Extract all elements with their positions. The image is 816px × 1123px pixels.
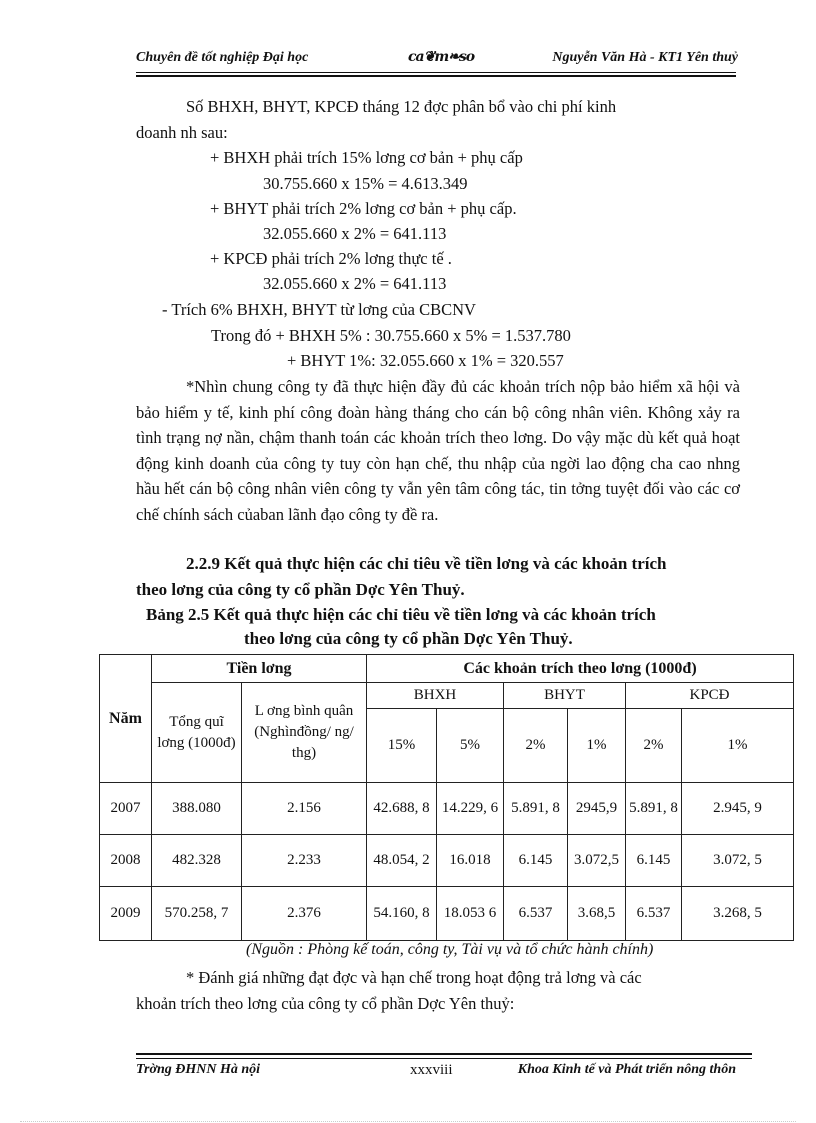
header-rate-kpcd-2: 2% [626,709,682,783]
cell: 5.891, 8 [504,783,568,835]
cell: 2.233 [242,835,367,887]
footer-right: Khoa Kinh tế và Phát triển nông thôn [517,1062,736,1077]
table-row-2009 [100,887,794,941]
header-year: Năm [100,655,152,783]
header-rate-bhyt-1: 1% [568,709,626,783]
footer-left: Trờng ĐHNN Hà nội [136,1062,261,1077]
header-kpcd: KPCĐ [626,683,794,709]
header-bhyt: BHYT [504,683,626,709]
header-rule-thick [136,75,736,77]
calc-bhxh-label: + BHXH phải trích 15% lơng cơ bản + phụ cấp [210,148,523,167]
cell: 570.258, 7 [152,887,242,941]
calc-bhxh-formula: 30.755.660 x 15% = 4.613.349 [263,174,468,193]
evaluation-line-2: khoản trích theo lơng của công ty cổ phần Dợc Yên thuỷ: [136,994,515,1013]
header-rate-kpcd-1: 1% [682,709,794,783]
salary-results-table [99,654,794,941]
intro-line-2: doanh nh sau: [136,123,228,142]
cell: 18.053 6 [437,887,504,941]
intro-line-1: Số BHXH, BHYT, KPCĐ tháng 12 đợc phân bổ vào chi phí kinh [186,97,617,116]
header-ornament-logo: ca❦m❧so [408,49,475,65]
cell: 6.537 [626,887,682,941]
cell: 3.072, 5 [682,835,794,887]
footer-rule-thick [136,1053,752,1055]
cell: 2945,9 [568,783,626,835]
cell: 6.145 [504,835,568,887]
cell: 2.945, 9 [682,783,794,835]
source-note: (Nguồn : Phòng kế toán, công ty, Tài vụ và tổ chức hành chính) [246,941,654,958]
cell: 42.688, 8 [367,783,437,835]
cell: 3.68,5 [568,887,626,941]
cell: 388.080 [152,783,242,835]
table-caption-line-1: Bảng 2.5 Kết quả thực hiện các chỉ tiêu về tiền lơng và các khoản trích [146,605,656,624]
header-bhxh: BHXH [367,683,504,709]
cell: 16.018 [437,835,504,887]
header-rule [136,72,736,73]
header-right: Nguyễn Văn Hà - KT1 Yên thuỷ [552,50,738,65]
cell: 3.268, 5 [682,887,794,941]
cell: 3.072,5 [568,835,626,887]
header-total-fund: Tổng quĩ lơng (1000đ) [152,683,242,783]
header-rate-bhxh-5: 5% [437,709,504,783]
header-left: Chuyên đề tốt nghiệp Đại học [136,50,309,65]
page-edge-divider [20,1121,796,1122]
header-salary-group: Tiền lơng [152,655,367,683]
evaluation-line-1: * Đánh giá những đạt đợc và hạn chế trong hoạt động trả lơng và các [186,968,642,987]
cell: 2.156 [242,783,367,835]
cell: 2007 [100,783,152,835]
calc-bhyt-label: + BHYT phải trích 2% lơng cơ bản + phụ cấp. [210,199,517,218]
summary-paragraph: *Nhìn chung công ty đã thực hiện đầy đủ các khoản trích nộp bảo hiểm xã hội và bảo hiểm y tế, kinh phí công đoàn hàng tháng cho cán bộ công nhân viên. Không xảy ra tình trạng nợ nần, chậm thanh toán các khoản trích theo lơng. Do vậy mặc dù kết quả hoạt động kinh doanh của công ty tuy còn hạn chế, thu nhập của ngời lao động cha cao nhng hầu hết cán bộ công nhân viên công ty vẫn yên tâm công tác, tin tởng tuyệt đối vào các cơ chế chính sách củaban lãnh đạo công ty đề ra. [136,377,740,524]
cell: 2.376 [242,887,367,941]
cell: 5.891, 8 [626,783,682,835]
calc-bhyt-formula: 32.055.660 x 2% = 641.113 [263,224,447,243]
table-row-2008 [100,835,794,887]
table-row-2007 [100,783,794,835]
calc-deduct-bhyt: + BHYT 1%: 32.055.660 x 1% = 320.557 [287,351,564,370]
cell: 14.229, 6 [437,783,504,835]
cell: 54.160, 8 [367,887,437,941]
header-rate-bhyt-2: 2% [504,709,568,783]
header-deductions-group: Các khoản trích theo lơng (1000đ) [367,655,794,683]
cell: 2009 [100,887,152,941]
cell: 6.145 [626,835,682,887]
cell: 6.537 [504,887,568,941]
header-rate-bhxh-15: 15% [367,709,437,783]
calc-deduct-label: - Trích 6% BHXH, BHYT từ lơng của CBCNV [162,300,476,319]
header-average-salary: L ơng bình quân (Nghìnđồng/ ng/ thg) [242,683,367,783]
section-heading-line-2: theo lơng của công ty cổ phần Dợc Yên Thuỷ. [136,580,465,599]
cell: 2008 [100,835,152,887]
footer-rule [136,1058,752,1059]
section-heading-line-1: 2.2.9 Kết quả thực hiện các chỉ tiêu về tiền lơng và các khoản trích [186,554,667,573]
cell: 48.054, 2 [367,835,437,887]
page-number: xxxviii [410,1062,453,1078]
calc-kpcd-formula: 32.055.660 x 2% = 641.113 [263,274,447,293]
cell: 482.328 [152,835,242,887]
calc-deduct-bhxh: Trong đó + BHXH 5% : 30.755.660 x 5% = 1.537.780 [211,326,571,345]
table-caption-line-2: theo lơng của công ty cổ phần Dợc Yên Thuỷ. [244,629,573,648]
calc-kpcd-label: + KPCĐ phải trích 2% lơng thực tế . [210,249,452,268]
